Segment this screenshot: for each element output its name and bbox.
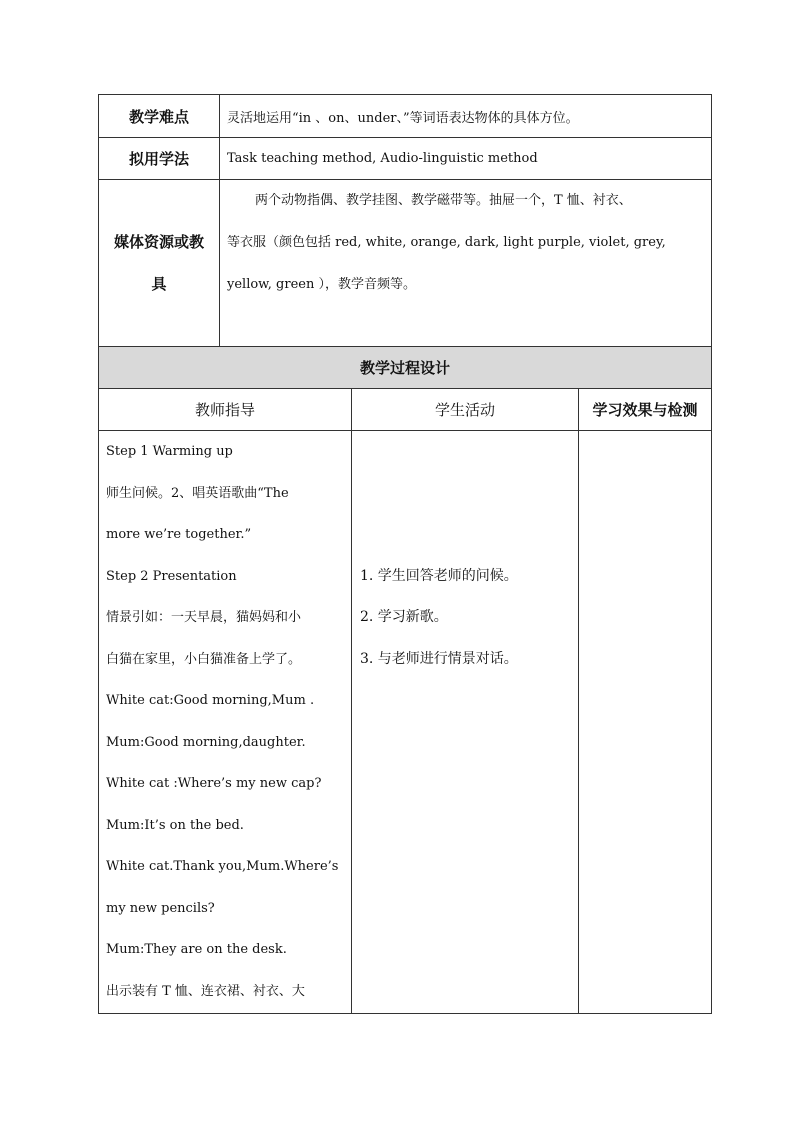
media-line: yellow, green ），教学音频等。	[227, 277, 416, 292]
teacher-line: White cat.Thank you,Mum.Where’s	[106, 859, 339, 874]
process-title: 教学过程设计	[99, 347, 712, 389]
teacher-guidance-cell	[99, 431, 352, 1014]
media-value	[220, 180, 712, 347]
col-effect-header: 学习效果与检测	[579, 389, 712, 431]
learning-effect-cell	[579, 431, 712, 1014]
teacher-line: 白猫在家里，小白猫准备上学了。	[106, 651, 302, 667]
method-row	[99, 138, 712, 180]
difficulty-label: 教学难点	[99, 95, 220, 138]
teacher-line: more we’re together.”	[106, 527, 252, 542]
teacher-line: Mum:Good morning,daughter.	[106, 734, 306, 750]
teacher-line: 出示装有 T 恤、连衣裙、衬衣、大	[106, 983, 305, 999]
student-activity-cell	[352, 431, 579, 1014]
media-label-line2: 具	[151, 275, 167, 293]
teacher-line: 情景引如：一天早晨，猫妈妈和小	[106, 610, 302, 625]
process-body-row	[99, 431, 712, 1014]
teacher-line: Step 2 Presentation	[106, 568, 237, 584]
media-line: 等衣服（颜色包括 red, white, orange, dark, light purple, violet, grey,	[227, 235, 666, 250]
media-row	[99, 180, 712, 347]
teacher-line: Mum:They are on the desk.	[106, 942, 287, 957]
teacher-line: White cat:Good morning,Mum .	[106, 693, 315, 708]
teacher-line: 师生问候。2、唱英语歌曲“The	[106, 485, 289, 501]
teacher-line: White cat :Where’s my new cap?	[106, 776, 322, 791]
process-title-row	[99, 347, 712, 389]
lesson-plan-page	[98, 94, 711, 1014]
teacher-line: Step 1 Warming up	[106, 444, 233, 459]
media-label-line1: 媒体资源或教	[113, 233, 204, 251]
media-line: 两个动物指偶、教学挂图、教学磁带等。抽屉一个，T 恤、衬衣、	[255, 193, 632, 208]
teacher-line: Mum:It’s on the bed.	[106, 817, 244, 833]
student-line: 2. 学习新歌。	[360, 609, 448, 625]
process-header-row	[99, 389, 712, 431]
lesson-plan-table	[98, 94, 712, 1014]
col-student-header: 学生活动	[352, 389, 579, 431]
student-line: 3. 与老师进行情景对话。	[360, 650, 518, 667]
method-label: 拟用学法	[99, 138, 220, 180]
media-label	[99, 180, 220, 347]
student-line: 1. 学生回答老师的问候。	[360, 567, 518, 584]
col-teacher-header: 教师指导	[99, 389, 352, 431]
difficulty-value: 灵活地运用“in 、on、under、”等词语表达物体的具体方位。	[220, 95, 712, 138]
difficulty-row	[99, 95, 712, 138]
teacher-line: my new pencils?	[106, 900, 215, 916]
method-value: Task teaching method, Audio-linguistic method	[220, 138, 712, 180]
